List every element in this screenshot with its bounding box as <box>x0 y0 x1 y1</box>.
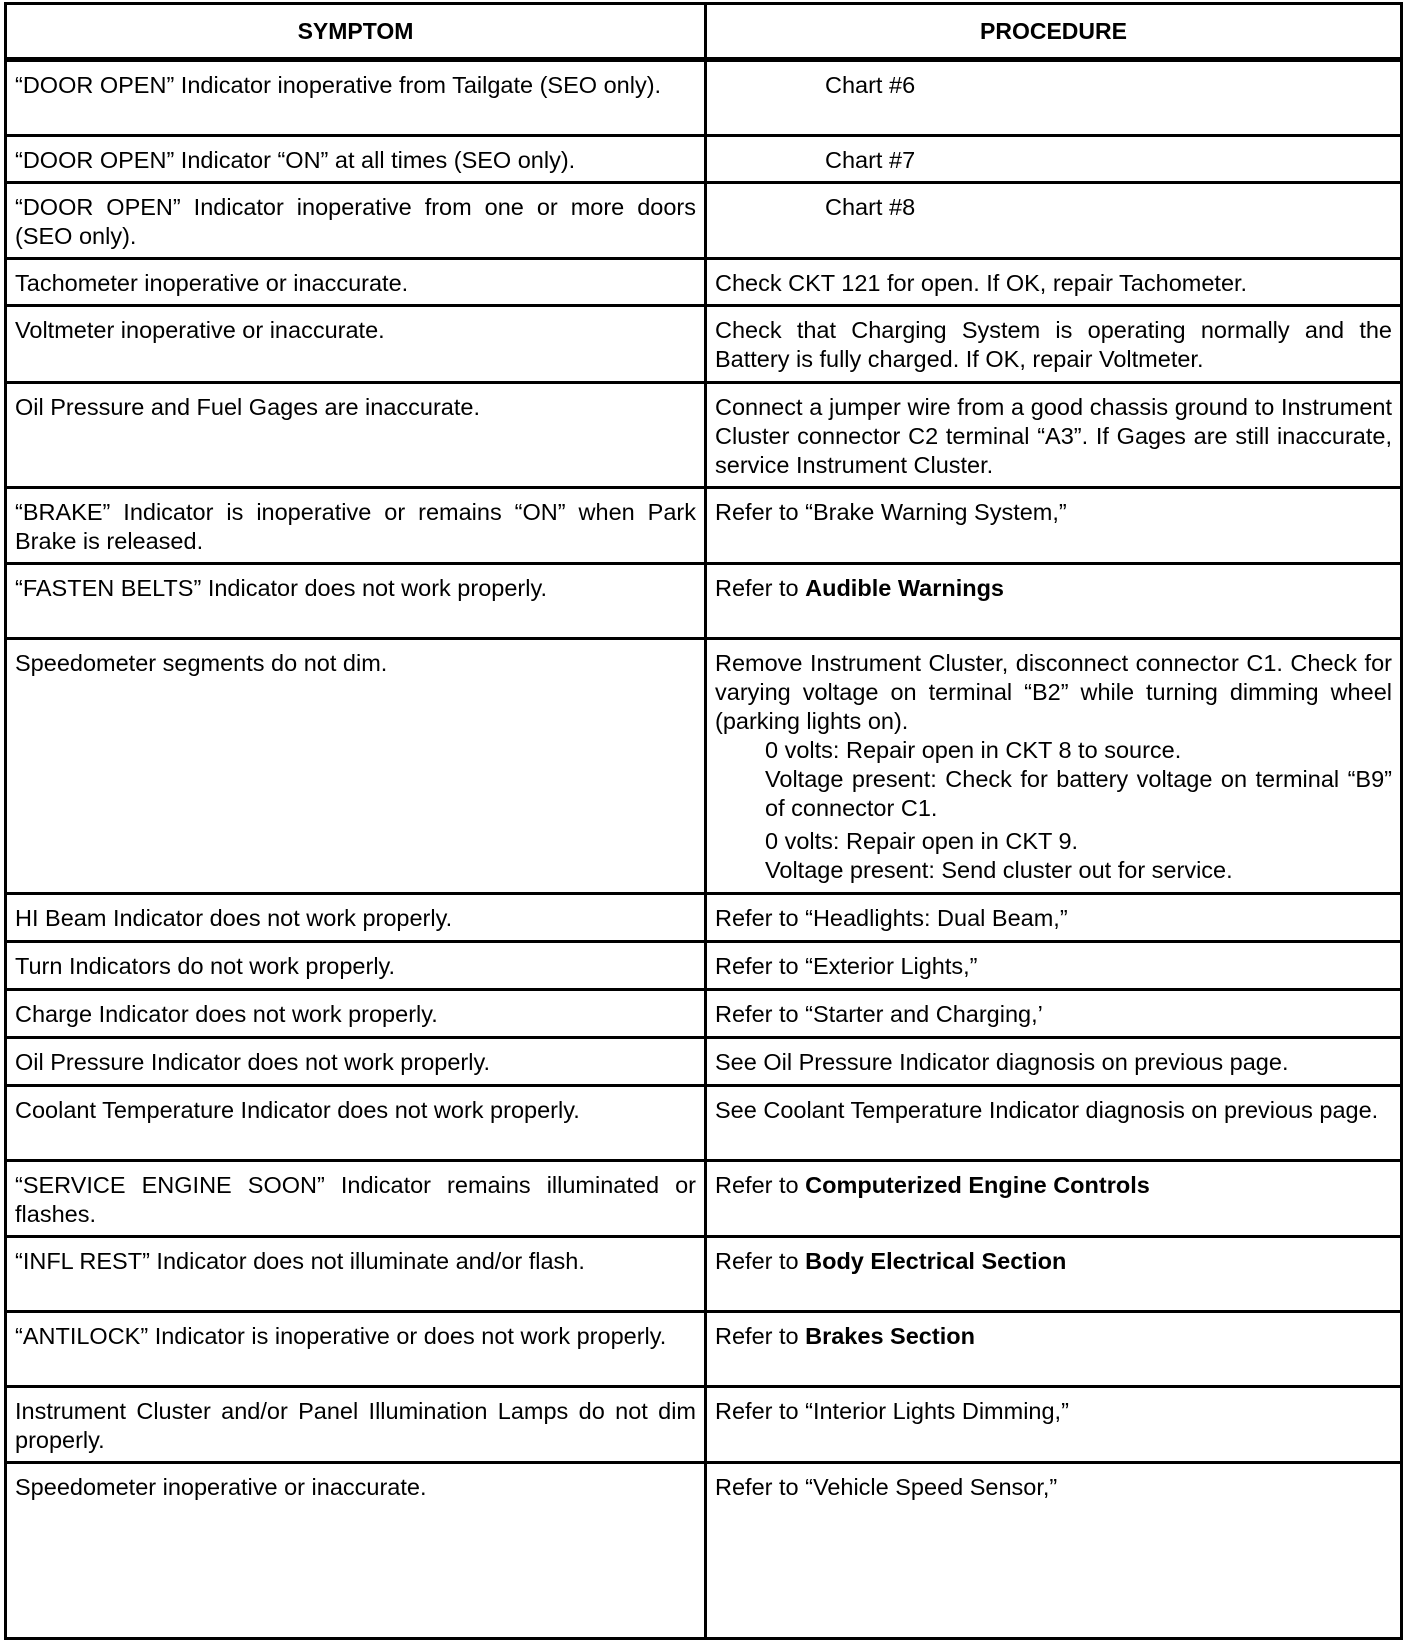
procedure-cell: Refer to “Headlights: Dual Beam,” <box>706 894 1402 942</box>
procedure-prefix: Refer to <box>715 1172 806 1198</box>
table-row <box>6 942 1402 990</box>
procedure-cell: See Oil Pressure Indicator diagnosis on previous page. <box>706 1038 1402 1086</box>
symptom-cell: Instrument Cluster and/or Panel Illumination Lamps do not dim properly. <box>6 1387 706 1463</box>
table-row <box>6 306 1402 383</box>
table-row <box>6 1463 1402 1639</box>
symptom-cell: “DOOR OPEN” Indicator inoperative from Tailgate (SEO only). <box>6 60 706 136</box>
table-row <box>6 183 1402 259</box>
procedure-step: Voltage present: Send cluster out for service. <box>765 857 1233 883</box>
procedure-prefix: Refer to <box>715 575 806 601</box>
procedure-reference: Audible Warnings <box>805 575 1005 601</box>
diagnosis-table <box>4 2 1403 1640</box>
table-row <box>6 894 1402 942</box>
procedure-cell <box>706 1161 1402 1237</box>
diagnosis-sheet <box>4 2 1400 1640</box>
procedure-intro: Remove Instrument Cluster, disconnect connector C1. Check for varying voltage on terminal “B2” while turning dimming wheel (parking lights on). <box>715 650 1392 734</box>
procedure-cell: Refer to “Exterior Lights,” <box>706 942 1402 990</box>
symptom-cell: “BRAKE” Indicator is inoperative or remains “ON” when Park Brake is released. <box>6 488 706 564</box>
symptom-cell: Turn Indicators do not work properly. <box>6 942 706 990</box>
symptom-cell: Coolant Temperature Indicator does not work properly. <box>6 1086 706 1161</box>
procedure-cell: Connect a jumper wire from a good chassis ground to Instrument Cluster connector C2 terminal “A3”. If Gages are still inaccurate, service Instrument Cluster. <box>706 383 1402 488</box>
symptom-cell: Speedometer segments do not dim. <box>6 639 706 894</box>
symptom-cell: Speedometer inoperative or inaccurate. <box>6 1463 706 1639</box>
table-row <box>6 1387 1402 1463</box>
procedure-prefix: Refer to <box>715 1323 806 1349</box>
symptom-cell: Charge Indicator does not work properly. <box>6 990 706 1038</box>
procedure-reference: Computerized Engine Controls <box>805 1172 1150 1198</box>
symptom-cell: “INFL REST” Indicator does not illuminate and/or flash. <box>6 1237 706 1312</box>
table-row <box>6 259 1402 306</box>
procedure-cell: Chart #7 <box>706 136 1402 183</box>
procedure-cell: Refer to “Brake Warning System,” <box>706 488 1402 564</box>
symptom-cell: HI Beam Indicator does not work properly. <box>6 894 706 942</box>
symptom-cell: Tachometer inoperative or inaccurate. <box>6 259 706 306</box>
procedure-step: Voltage present: Check for battery voltage on terminal “B9” of connector C1. <box>765 766 1392 821</box>
table-row <box>6 1312 1402 1387</box>
symptom-cell: “SERVICE ENGINE SOON” Indicator remains illuminated or flashes. <box>6 1161 706 1237</box>
table-row <box>6 136 1402 183</box>
procedure-reference: Body Electrical Section <box>805 1248 1067 1274</box>
symptom-cell: Oil Pressure and Fuel Gages are inaccurate. <box>6 383 706 488</box>
table-row <box>6 488 1402 564</box>
procedure-cell: See Coolant Temperature Indicator diagnosis on previous page. <box>706 1086 1402 1161</box>
procedure-step: 0 volts: Repair open in CKT 9. <box>765 828 1079 854</box>
table-row <box>6 1161 1402 1237</box>
procedure-cell <box>706 639 1402 894</box>
procedure-cell: Chart #8 <box>706 183 1402 259</box>
procedure-reference: Brakes Section <box>805 1323 975 1349</box>
procedure-cell: Refer to “Vehicle Speed Sensor,” <box>706 1463 1402 1639</box>
symptom-cell: “FASTEN BELTS” Indicator does not work properly. <box>6 564 706 639</box>
procedure-step: 0 volts: Repair open in CKT 8 to source. <box>765 737 1182 763</box>
procedure-cell <box>706 564 1402 639</box>
procedure-cell: Refer to “Interior Lights Dimming,” <box>706 1387 1402 1463</box>
table-row <box>6 1086 1402 1161</box>
header-symptom: SYMPTOM <box>6 4 706 60</box>
table-row <box>6 1237 1402 1312</box>
procedure-cell: Check that Charging System is operating normally and the Battery is fully charged. If OK, repair Voltmeter. <box>706 306 1402 383</box>
table-row <box>6 639 1402 894</box>
table-row <box>6 564 1402 639</box>
header-procedure: PROCEDURE <box>706 4 1402 60</box>
table-row <box>6 60 1402 136</box>
procedure-cell <box>706 1237 1402 1312</box>
table-row <box>6 383 1402 488</box>
symptom-cell: Voltmeter inoperative or inaccurate. <box>6 306 706 383</box>
symptom-cell: “ANTILOCK” Indicator is inoperative or does not work properly. <box>6 1312 706 1387</box>
procedure-cell <box>706 1312 1402 1387</box>
symptom-cell: “DOOR OPEN” Indicator “ON” at all times (SEO only). <box>6 136 706 183</box>
procedure-cell: Chart #6 <box>706 60 1402 136</box>
symptom-cell: “DOOR OPEN” Indicator inoperative from one or more doors (SEO only). <box>6 183 706 259</box>
symptom-cell: Oil Pressure Indicator does not work properly. <box>6 1038 706 1086</box>
procedure-cell: Refer to “Starter and Charging,’ <box>706 990 1402 1038</box>
table-header-row <box>6 4 1402 60</box>
table-row <box>6 990 1402 1038</box>
procedure-prefix: Refer to <box>715 1248 806 1274</box>
table-row <box>6 1038 1402 1086</box>
procedure-cell: Check CKT 121 for open. If OK, repair Tachometer. <box>706 259 1402 306</box>
